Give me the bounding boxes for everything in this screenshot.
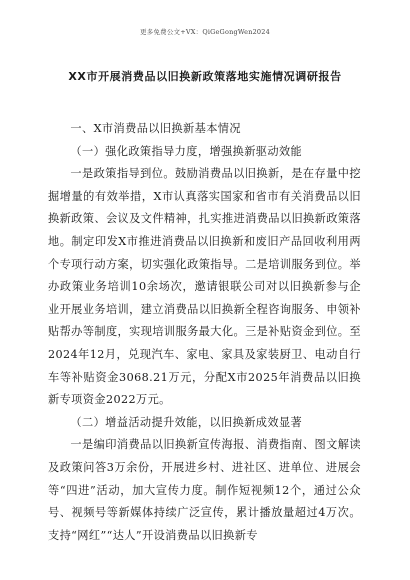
subsection-heading-1: （一）强化政策指导力度，增强换新驱动效能 — [70, 144, 303, 158]
body-paragraph-2: 一是编印消费品以旧换新宣传海报、消费指南、图文解读及政策问答3万余份，开展进乡村、进社区、进单位、进展会等“四进”活动，加大宣传力度。制作短视频12个，通过公众号、视频号等新媒体持续广泛宣传，累计播放量超过4万次。支持“网红”“达人”开设消费品以旧换新专 — [48, 438, 361, 542]
header-note: 更多免费公文+VX：QiGeGongWen2024 — [140, 28, 270, 36]
document-title: XX市开展消费品以旧换新政策落地实施情况调研报告 — [68, 70, 342, 83]
section-heading-1: 一、X市消费品以旧换新基本情况 — [70, 122, 241, 135]
document-body — [48, 118, 361, 547]
subsection-heading-2: （二）增益活动提升效能，以旧换新成效显著 — [70, 415, 303, 429]
body-paragraph-1: 一是政策指导到位。鼓励消费品以旧换新，是在存量中挖掘增量的有效举措，X市认真落实国家和省市有关消费品以旧换新政策、会议及文件精神，扎实推进消费品以旧换新政策落地。制定印发X市推进消费品以旧换新和废旧产品回收利用两个专项行动方案，切实强化政策指导。二是培训服务到位。举办政策业务培训10余场次，邀请银联公司对以旧换新参与企业开展业务培训，建立消费品以旧换新全程咨询服务、申领补贴帮办等制度，实现培训服务最大化。三是补贴资金到位。至2024年12月，兑现汽车、家电、家具及家装厨卫、电动自行车等补贴资金3068.21万元，分配X市2025年消费品以旧换新专项资金2022万元。 — [48, 167, 361, 407]
